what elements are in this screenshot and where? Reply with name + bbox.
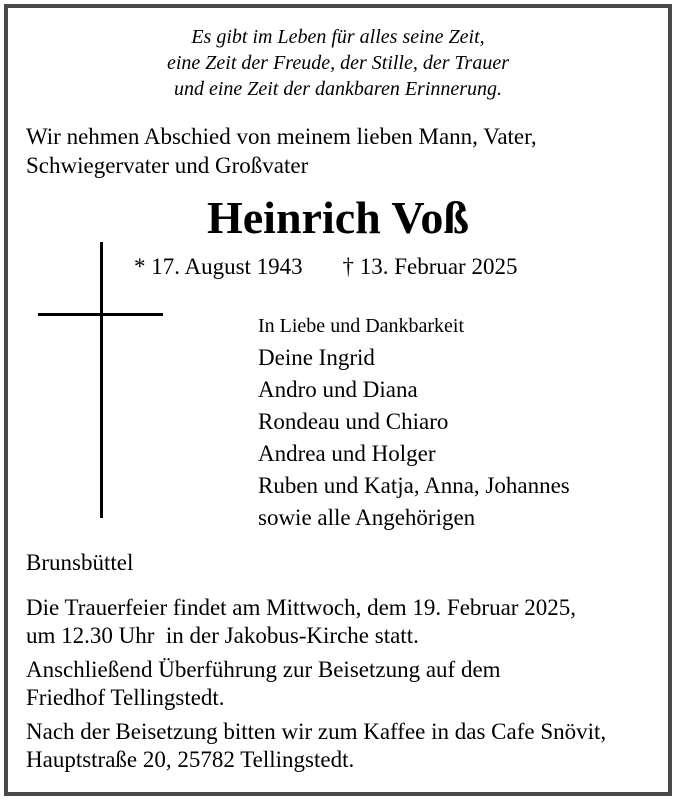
coffee-line: Hauptstraße 20, 25782 Tellingstedt. <box>26 747 355 772</box>
funeral-details <box>26 594 606 780</box>
motto-verse <box>8 24 668 102</box>
mourner-entry: Deine Ingrid <box>258 345 375 370</box>
birth-date: * 17. August 1943 <box>134 254 303 279</box>
coffee-line: Nach der Beisetzung bitten wir zum Kaffee in das Cafe Snövit, <box>26 719 607 744</box>
motto-line: und eine Zeit der dankbaren Erinnerung. <box>173 78 503 100</box>
mourner-entry: Ruben und Katja, Anna, Johannes <box>258 473 570 498</box>
death-date: † 13. Februar 2025 <box>342 254 518 279</box>
intro-text <box>26 122 537 180</box>
ceremony-line: um 12.30 Uhr in der Jakobus-Kirche statt. <box>26 623 419 648</box>
life-dates <box>134 252 517 282</box>
ceremony-note <box>26 594 606 650</box>
transfer-note <box>26 656 606 712</box>
motto-line: eine Zeit der Freude, der Stille, der Trauer <box>167 52 509 74</box>
ceremony-line: Die Trauerfeier findet am Mittwoch, dem 19. Februar 2025, <box>26 595 576 620</box>
place-name: Brunsbüttel <box>26 550 134 575</box>
obituary-notice <box>4 4 672 796</box>
deceased-name: Heinrich Voß <box>206 192 469 243</box>
intro-line: Wir nehmen Abschied von meinem lieben Mann, Vater, <box>26 124 537 149</box>
mourners-list <box>258 312 570 534</box>
mourner-entry: Rondeau und Chiaro <box>258 409 449 434</box>
transfer-line: Anschließend Überführung zur Beisetzung auf dem <box>26 657 501 682</box>
mourner-entry: Andrea und Holger <box>258 441 436 466</box>
coffee-note <box>26 718 606 774</box>
mourner-entry: sowie alle Angehörigen <box>258 505 476 530</box>
motto-line: Es gibt im Leben für alles seine Zeit, <box>191 26 485 48</box>
mourners-lead: In Liebe und Dankbarkeit <box>258 315 465 337</box>
transfer-line: Friedhof Tellingstedt. <box>26 685 225 710</box>
intro-line: Schwiegervater und Großvater <box>26 153 309 178</box>
mourner-entry: Andro und Diana <box>258 377 418 402</box>
cross-icon <box>100 242 103 518</box>
cross-icon-bar <box>38 313 163 316</box>
